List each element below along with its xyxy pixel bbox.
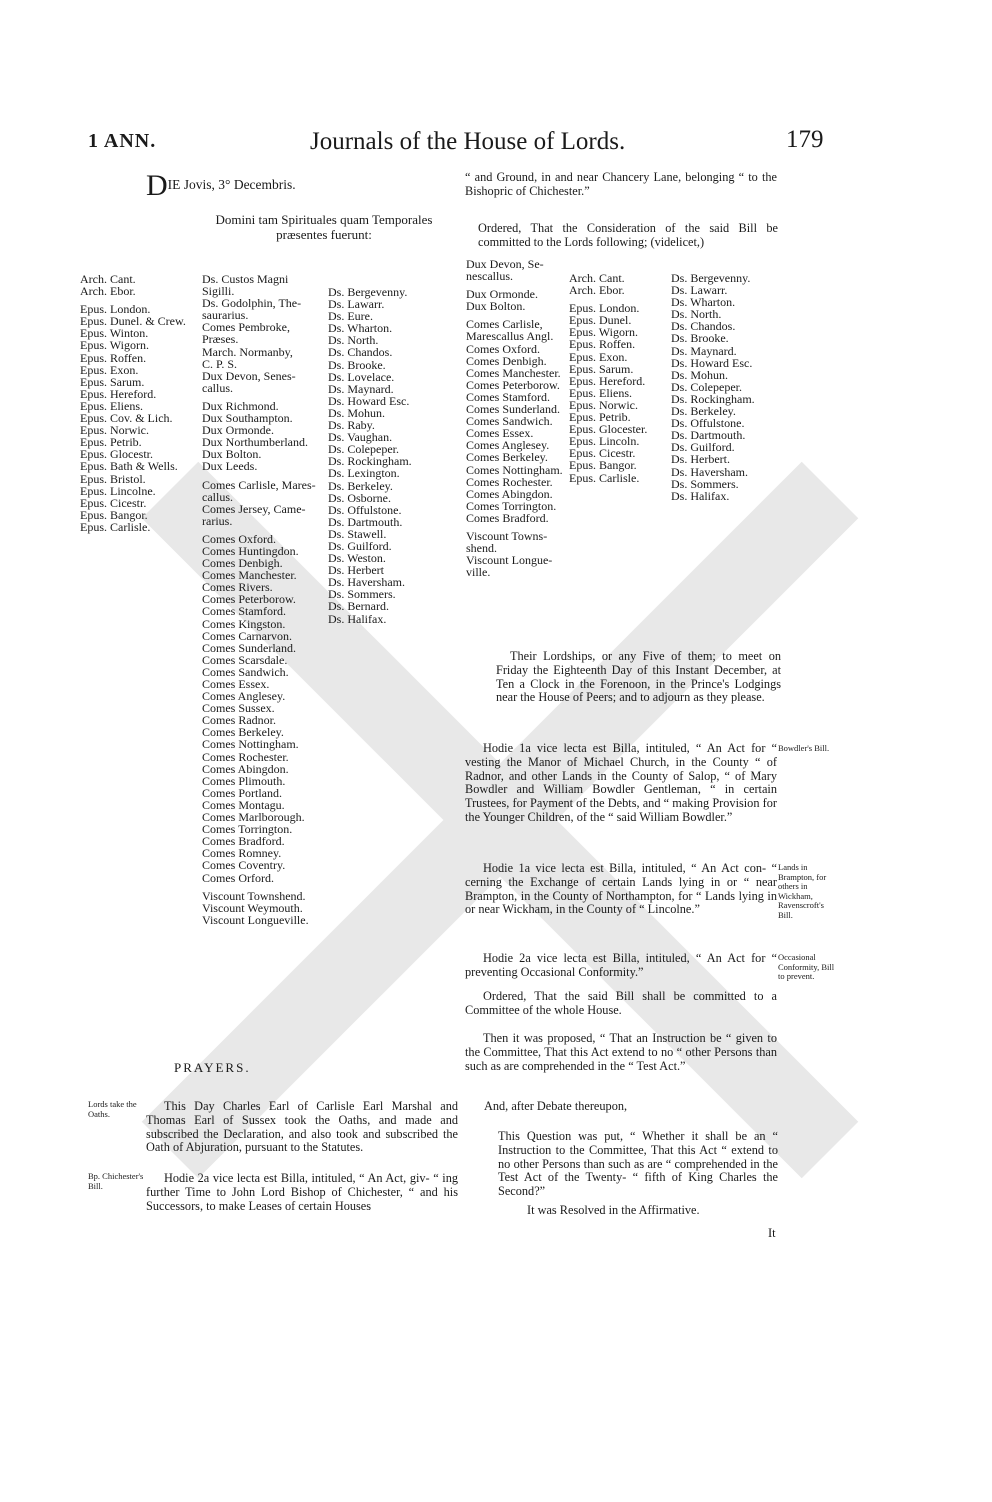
list-item: Epus. London. — [80, 302, 151, 317]
list-item: Ds. Godolphin, The- — [202, 296, 302, 311]
paragraph-resolved: It was Resolved in the Affirmative. — [527, 1203, 700, 1217]
list-item: ville. — [466, 565, 491, 580]
list-item: Epus. Glocestr. — [80, 447, 153, 462]
list-item: Dux Bolton. — [202, 447, 262, 462]
list-item: Comes Anglesey. — [202, 689, 286, 704]
list-item: Comes Oxford. — [466, 341, 540, 356]
dropcap: D — [146, 169, 168, 202]
list-item: Ds. Halifax. — [671, 488, 730, 503]
list-item: Comes Huntingdon. — [202, 543, 299, 558]
list-item: Ds. Colepeper. — [328, 442, 399, 457]
list-item: Viscount Townshend. — [202, 888, 306, 903]
list-item: Epus. Hereford. — [80, 386, 157, 401]
paragraph-continuation: “ and Ground, in and near Chancery Lane, belonging “ to the Bishopric of Chichester.” — [465, 170, 777, 198]
list-item: Ds. Haversham. — [671, 464, 748, 479]
list-item: March. Normanby, — [202, 344, 293, 359]
list-item: Epus. Exon. — [80, 362, 139, 377]
paragraph-bowdler-bill: Hodie 1a vice lecta est Billa, intituled, “ An Act for “ vesting the Manor of Michael Church, in the County “ of Radnor, and other Lands in the County of Salop, “ of Mary Bowdler and William Bowdler Gentleman, “ in certain Trustees, for Payment of the Debts, and “ making Provision for the Younger Children, of the “ said William Bowdler.” — [465, 741, 777, 824]
list-item: Comes Carlisle, Mares- — [202, 477, 316, 492]
list-item: Ds. Dartmouth. — [671, 428, 746, 443]
list-item: C. P. S. — [202, 356, 238, 371]
margin-note-bp-bill: Bp. Chichester's Bill. — [88, 1171, 144, 1191]
present-heading: Domini tam Spirituales quam Temporales præsentes fuerunt: — [215, 212, 433, 242]
list-item: Comes Coventry. — [202, 858, 286, 873]
list-item: Arch. Cant. — [80, 272, 136, 286]
list-item: Comes Bradford. — [202, 834, 285, 849]
list-item: Epus. Norwic. — [80, 423, 149, 438]
list-item: Comes Plimouth. — [202, 773, 286, 788]
list-item: Comes Berkeley. — [466, 450, 548, 465]
list-item: Comes Peterborow. — [466, 377, 560, 392]
list-item: Epus. Bangor. — [569, 458, 637, 473]
list-item: Epus. Dunel. — [569, 313, 632, 328]
list-item: Comes Rochester. — [466, 474, 553, 489]
list-item: Ds. Lovelace. — [328, 369, 395, 384]
list-item: Epus. Cicestr. — [80, 495, 147, 510]
list-item: shend. — [466, 541, 497, 556]
list-item: Comes Montagu. — [202, 797, 285, 812]
list-item: Comes Oxford. — [202, 531, 276, 546]
dateline — [146, 169, 296, 202]
list-item: Ds. Sommers. — [328, 587, 396, 602]
list-item: Ds. Offulstone. — [671, 416, 745, 431]
list-item: Comes Scarsdale. — [202, 652, 288, 667]
list-item: Epus. Winton. — [80, 326, 149, 341]
list-item: Epus. Bristol. — [80, 471, 146, 486]
list-item: Ds. Raby. — [328, 418, 375, 433]
list-item: Ds. Mohun. — [328, 405, 386, 420]
list-item: Epus. Carlisle. — [80, 519, 151, 534]
list-item: Comes Nottingham. — [466, 462, 563, 477]
list-item: Ds. Lawarr. — [671, 283, 728, 298]
list-item: Ds. Weston. — [328, 551, 386, 566]
list-item: Comes Abingdon. — [466, 486, 553, 501]
list-item: Comes Radnor. — [202, 713, 276, 728]
list-item: nescallus. — [466, 269, 513, 284]
list-item: Ds. Vaughan. — [328, 430, 393, 445]
list-item: Dux Leeds. — [202, 459, 258, 474]
list-item: Comes Sunderland. — [466, 402, 560, 417]
list-item: Comes Sandwich. — [466, 414, 553, 429]
list-item: Comes Carlisle, — [466, 317, 543, 332]
list-barons — [328, 286, 412, 625]
list-item: Ds. North. — [671, 307, 722, 322]
list-item: Viscount Towns- — [466, 528, 548, 543]
list-item: Ds. Bergevenny. — [671, 271, 751, 285]
list-item: Comes Manchester. — [466, 365, 561, 380]
list-item: Ds. Chandos. — [328, 345, 393, 360]
list-item: Ds. Howard Esc. — [328, 393, 410, 408]
list-item: Epus. Roffen. — [569, 337, 636, 352]
list-item: Comes Rochester. — [202, 749, 289, 764]
list-item: Epus. Roffen. — [80, 350, 147, 365]
list-item: Arch. Ebor. — [80, 284, 136, 299]
list-item: Comes Anglesey. — [466, 438, 550, 453]
list-item: Epus. Petrib. — [569, 410, 631, 425]
margin-note-lands: Lands in Brampton, for others in Wickham, Ravenscroft's Bill. — [778, 862, 827, 920]
list-item: Dux Southampton. — [202, 411, 293, 426]
paragraph-occasional-bill: Hodie 2a vice lecta est Billa, intituled, “ An Act for “ preventing Occasional Conformity.” — [465, 951, 777, 979]
list-item: Epus. Lincoln. — [569, 434, 640, 449]
list-item: Marescallus Angl. — [466, 329, 554, 344]
margin-note-oaths: Lords take the Oaths. — [88, 1099, 137, 1119]
paragraph-meeting: Their Lordships, or any Five of them; to meet on Friday the Eighteenth Day of this Instant December, at Ten a Clock in the Forenoon, in the Prince's Lodgings near the House of Peers; and to adjourn as they please. — [496, 649, 781, 705]
list-item: Ds. Offulstone. — [328, 502, 402, 517]
list-item: Epus. Hereford. — [569, 373, 646, 388]
list-spiritual-lords — [80, 273, 186, 533]
list-item: Comes Torrington. — [202, 822, 293, 837]
list-item: Ds. Berkeley. — [671, 404, 736, 419]
paragraph-after-debate: And, after Debate thereupon, — [484, 1099, 628, 1113]
list-item: Ds. Howard Esc. — [671, 355, 753, 370]
page-number: 179 — [786, 126, 824, 153]
list-item: Ds. Lexington. — [328, 466, 400, 481]
list-item: Viscount Longueville. — [202, 912, 309, 927]
list-temporal-lords — [202, 273, 316, 926]
list-item: Ds. Sommers. — [671, 476, 739, 491]
list-item: Ds. Herbert — [328, 563, 384, 578]
list-item: Comes Kingston. — [202, 616, 286, 631]
list-item: Ds. Herbert. — [671, 452, 730, 467]
list-item: Ds. Bergevenny. — [328, 285, 408, 299]
list-item: Ds. Maynard. — [328, 381, 394, 396]
list-item: Comes Peterborow. — [202, 592, 296, 607]
list-item: Ds. Wharton. — [328, 321, 393, 336]
list-item: Comes Bradford. — [466, 510, 549, 525]
list-item: Ds. Bernard. — [328, 599, 389, 614]
prayers-heading: PRAYERS. — [174, 1060, 251, 1075]
list-item: Comes Torrington. — [466, 498, 557, 513]
list-item: Comes Romney. — [202, 846, 282, 861]
list-item: Ds. Halifax. — [328, 611, 387, 626]
catchword: It — [768, 1226, 776, 1240]
list-item: rarius. — [202, 513, 233, 528]
list-item: Ds. Colepeper. — [671, 379, 742, 394]
list-item: Epus. Sarum. — [80, 374, 145, 389]
list-item: Dux Ormonde. — [466, 287, 538, 302]
list-item: Epus. Glocester. — [569, 422, 648, 437]
margin-note-bowdler: Bowdler's Bill. — [778, 743, 830, 753]
list-item: Epus. Cov. & Lich. — [80, 411, 173, 426]
list-item: Comes Denbigh. — [202, 556, 283, 571]
list-item: saurarius. — [202, 308, 249, 323]
list-item: Epus. Lincolne. — [80, 483, 156, 498]
list-item: Comes Berkeley. — [202, 725, 284, 740]
list-item: Epus. Eliens. — [569, 385, 632, 400]
list-item: Comes Carnarvon. — [202, 628, 292, 643]
list-item: Comes Stamford. — [466, 389, 550, 404]
list-item: Epus. London. — [569, 301, 640, 316]
list-item: Epus. Dunel. & Crew. — [80, 314, 186, 329]
list-item: Comes Marlborough. — [202, 810, 305, 825]
list-item: Dux Bolton. — [466, 299, 526, 314]
margin-note-occasional: Occasional Conformity, Bill to prevent. — [778, 952, 835, 981]
list-item: Comes Stamford. — [202, 604, 286, 619]
list-item: Ds. Lawarr. — [328, 297, 385, 312]
list-item: Comes Sussex. — [202, 701, 275, 716]
list-item: Ds. Chandos. — [671, 319, 736, 334]
list-item: Ds. Maynard. — [671, 343, 737, 358]
list-item: Comes Pembroke, — [202, 320, 290, 335]
committee-list-spiritual — [569, 272, 647, 484]
list-item: Ds. Haversham. — [328, 575, 405, 590]
paragraph-oaths: This Day Charles Earl of Carlisle Earl Marshal and Thomas Earl of Sussex took the Oaths, and made and subscribed the Declaration, and also took and subscribed the Oath of Abjuration, pursuant to the Statutes. — [146, 1099, 458, 1155]
list-item: Comes Jersey, Came- — [202, 501, 306, 516]
dateline-text: IE Jovis, 3° Decembris. — [167, 177, 296, 192]
paragraph-question: This Question was put, “ Whether it shall be an “ Instruction to the Committee, That this Act “ extend to no other Persons than such as are “ comprehended in the Test Act of the Twenty- “ fifth of King Charles the Second?” — [498, 1129, 778, 1199]
list-item: Ds. Guilford. — [671, 440, 735, 455]
list-item: Ds. Rockingham. — [671, 391, 755, 406]
list-item: Epus. Bath & Wells. — [80, 459, 178, 474]
list-item: Ds. Guilford. — [328, 538, 392, 553]
paragraph-bp-bill: Hodie 2a vice lecta est Billa, intituled, “ An Act, giv- “ ing further Time to John Lord Bishop of Chichester, “ and his Successors, to make Leases of certain Houses — [146, 1171, 458, 1213]
paragraph-lands-bill: Hodie 1a vice lecta est Billa, intituled, “ An Act con- “ cerning the Exchange of certain Lands lying in or “ near Brampton, in the County of Northampton, for “ Lands lying in or near Wickham, in the County of “ Lincolne.” — [465, 861, 777, 917]
list-item: Epus. Cicestr. — [569, 446, 636, 461]
list-item: Epus. Norwic. — [569, 397, 638, 412]
list-item: Comes Manchester. — [202, 568, 297, 583]
list-item: Ds. Custos Magni — [202, 272, 289, 286]
list-item: Ds. Mohun. — [671, 367, 729, 382]
paragraph-ordered-committee: Ordered, That the Consideration of the said Bill be committed to the Lords following; (videlicet,) — [478, 221, 778, 249]
committee-list-temporal — [466, 258, 563, 578]
list-item: Comes Nottingham. — [202, 737, 299, 752]
list-item: Comes Rivers. — [202, 580, 273, 595]
list-item: Ds. Eure. — [328, 309, 373, 324]
list-item: Comes Abingdon. — [202, 761, 289, 776]
list-item: Ds. Wharton. — [671, 295, 736, 310]
list-item: Ds. Brooke. — [671, 331, 729, 346]
list-item: Comes Essex. — [466, 426, 534, 441]
list-item: Comes Orford. — [202, 870, 274, 885]
list-item: Comes Denbigh. — [466, 353, 547, 368]
list-item: Ds. Dartmouth. — [328, 514, 403, 529]
running-head-left: 1 ANN. — [88, 130, 157, 152]
list-item: Ds. Stawell. — [328, 526, 387, 541]
list-item: Dux Devon, Se- — [466, 257, 544, 271]
list-item: Ds. Brooke. — [328, 357, 386, 372]
list-item: Arch. Cant. — [569, 271, 625, 285]
list-item: Epus. Bangor. — [80, 507, 148, 522]
page-title: Journals of the House of Lords. — [310, 128, 626, 155]
list-item: Præses. — [202, 332, 239, 347]
list-item: Dux Richmond. — [202, 398, 279, 413]
list-item: Ds. North. — [328, 333, 379, 348]
list-item: Ds. Rockingham. — [328, 454, 412, 469]
list-item: Epus. Exon. — [569, 349, 628, 364]
list-item: Epus. Eliens. — [80, 398, 143, 413]
committee-list-barons — [671, 272, 755, 502]
list-item: Comes Sandwich. — [202, 664, 289, 679]
list-item: Ds. Berkeley. — [328, 478, 393, 493]
list-item: Viscount Longue- — [466, 553, 553, 568]
list-item: Dux Northumberland. — [202, 435, 308, 450]
list-item: Dux Devon, Senes- — [202, 368, 296, 383]
paragraph-instruction-proposed: Then it was proposed, “ That an Instruction be “ given to the Committee, That this Act extend to no “ other Persons than such as are comprehended in the “ Test Act.” — [465, 1031, 777, 1073]
list-item: Comes Sunderland. — [202, 640, 296, 655]
list-item: Epus. Wigorn. — [569, 325, 638, 340]
list-item: Comes Essex. — [202, 677, 270, 691]
paragraph-ordered-whole-house: Ordered, That the said Bill shall be committed to a Committee of the whole House. — [465, 989, 777, 1017]
list-item: Epus. Sarum. — [569, 361, 634, 376]
list-item: callus. — [202, 489, 233, 504]
list-item: Arch. Ebor. — [569, 283, 625, 298]
list-item: Epus. Petrib. — [80, 435, 142, 450]
list-item: Viscount Weymouth. — [202, 900, 303, 915]
list-item: Dux Ormonde. — [202, 423, 274, 438]
list-item: Sigilli. — [202, 284, 235, 299]
list-item: Ds. Osborne. — [328, 490, 391, 505]
list-item: callus. — [202, 380, 233, 395]
list-item: Epus. Carlisle. — [569, 470, 640, 485]
list-item: Epus. Wigorn. — [80, 338, 149, 353]
list-item: Comes Portland. — [202, 785, 282, 800]
